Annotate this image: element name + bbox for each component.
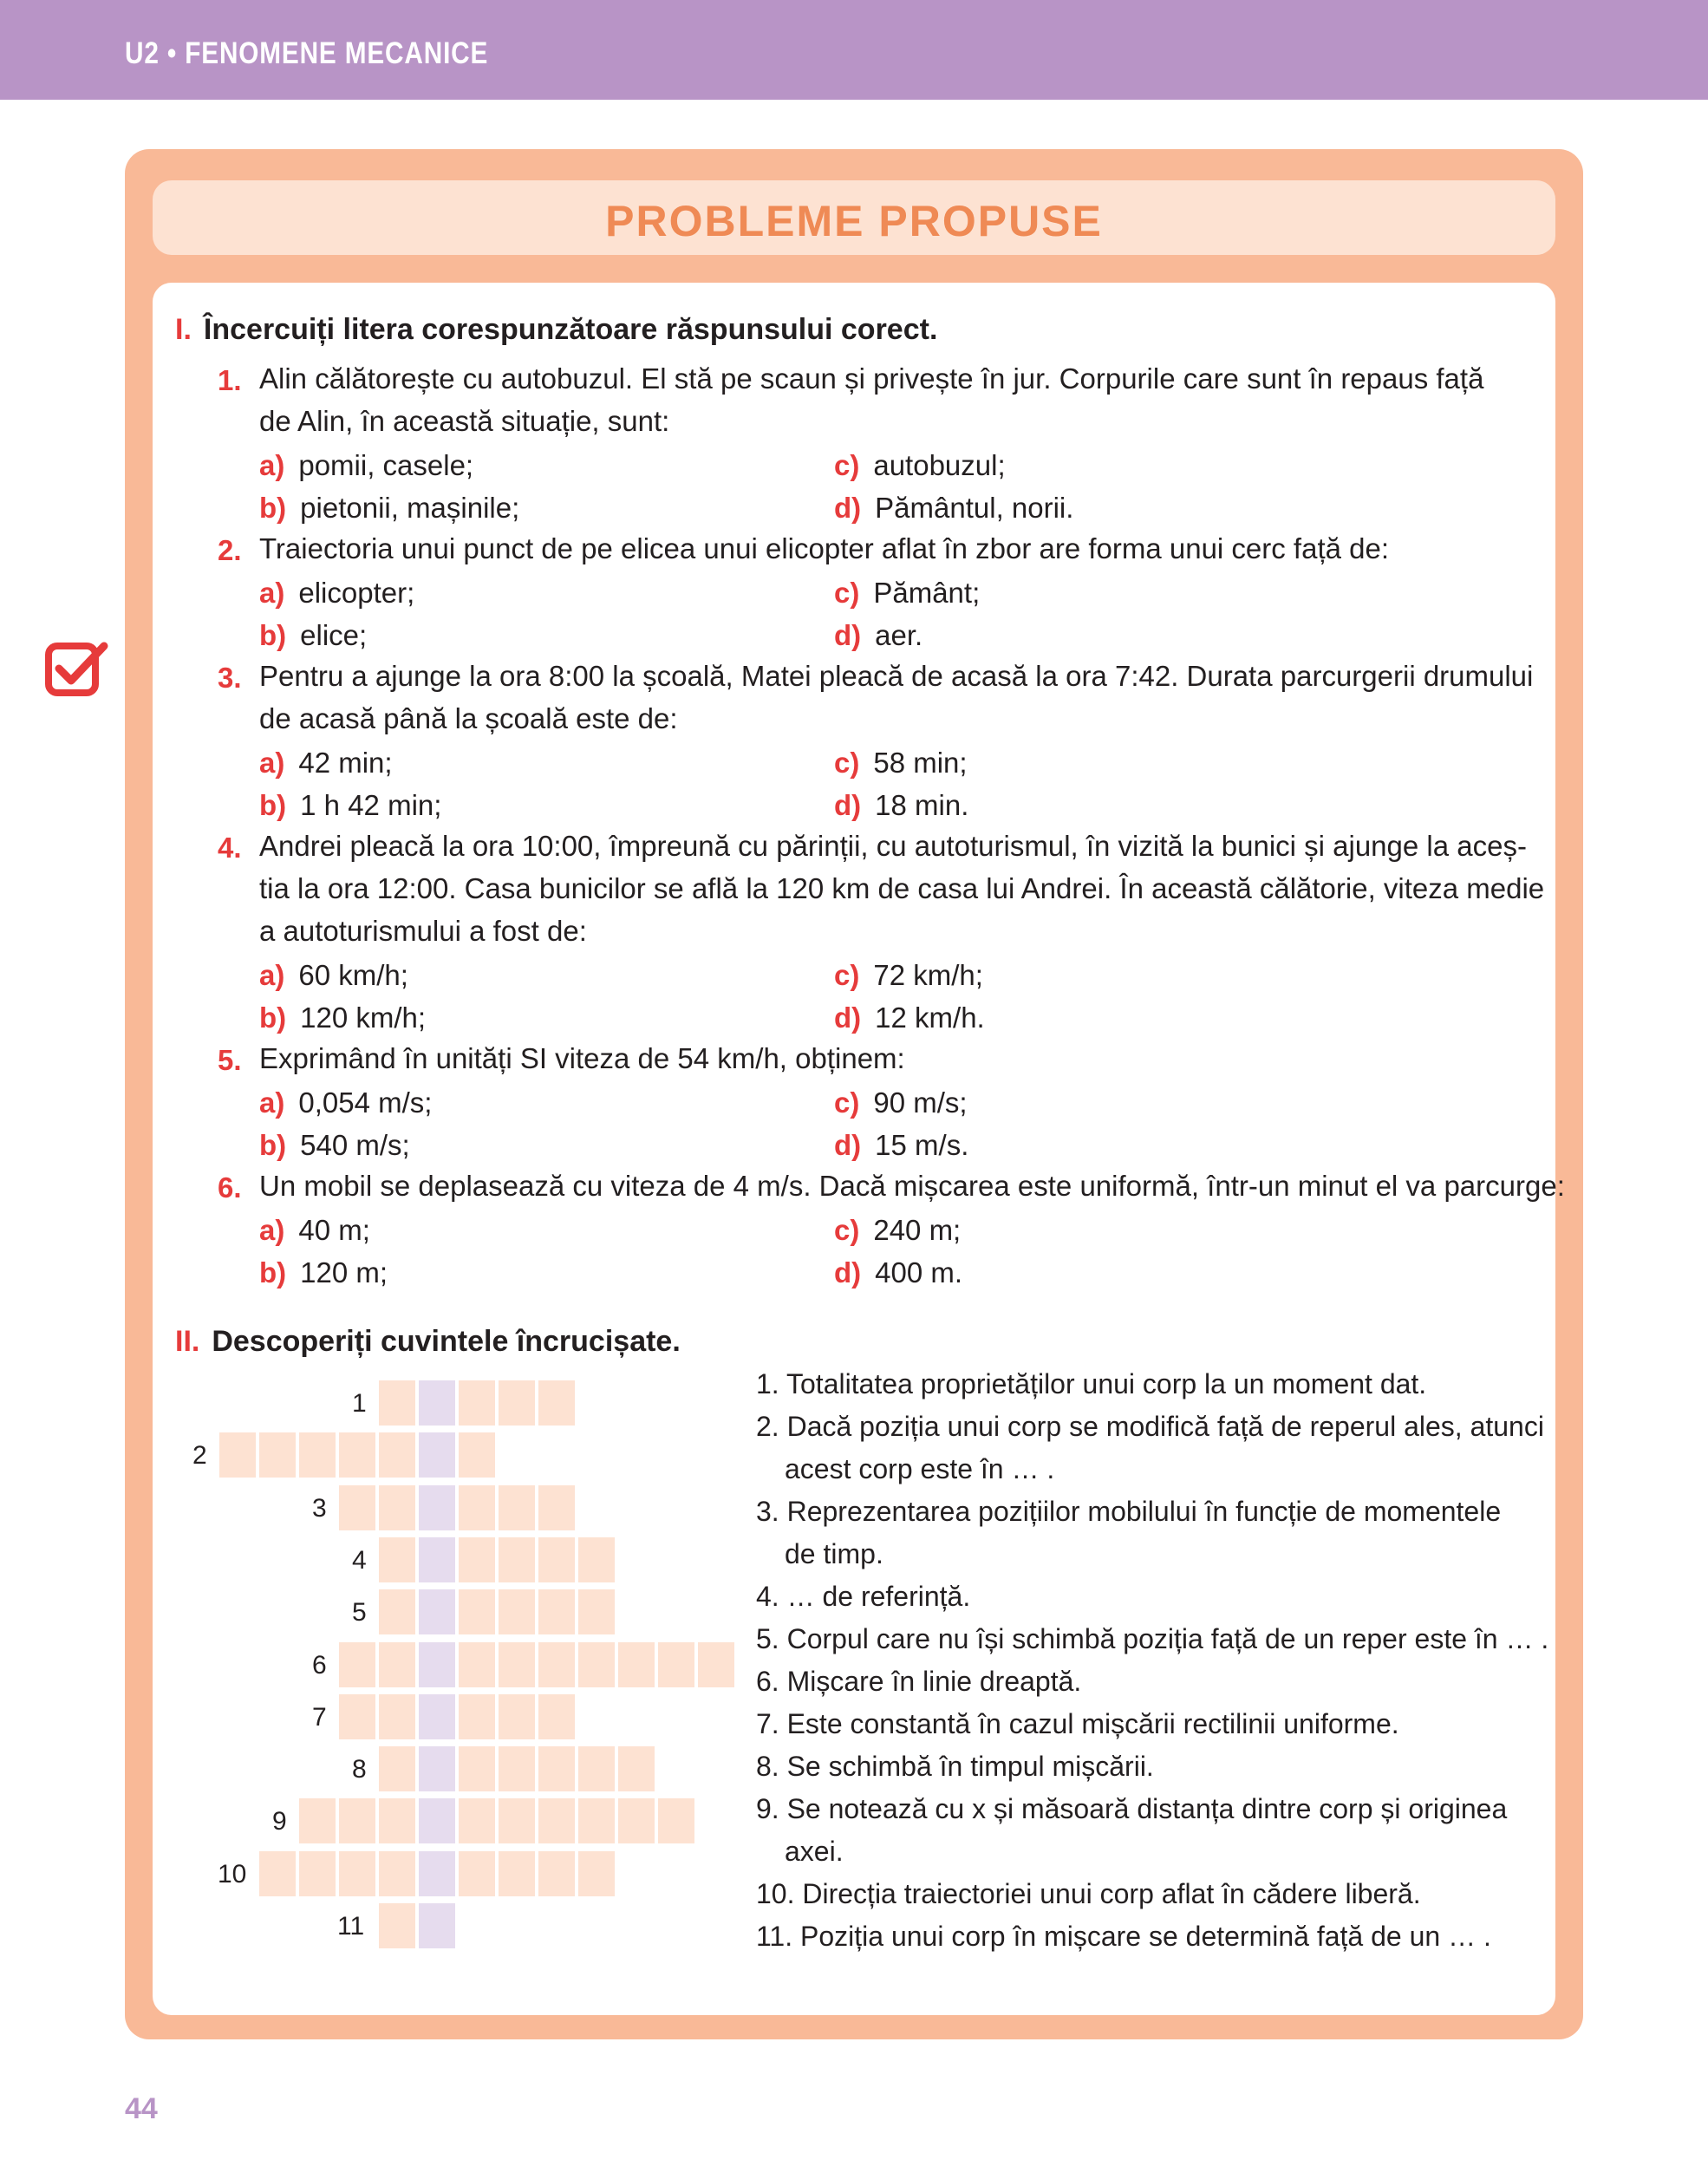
crossword-clue: 6. Mișcare în linie dreaptă. [756,1666,1082,1697]
option-letter: a) [259,577,285,609]
crossword-cell[interactable] [578,1746,615,1791]
crossword-cell[interactable] [459,1642,495,1687]
crossword-cell[interactable] [499,1380,535,1426]
question-text: Alin călătorește cu autobuzul. El stă pe scaun și privește în jur. Corpurile care sunt în repaus față [259,362,1484,395]
option-letter: b) [259,1129,287,1161]
answer-option[interactable] [259,747,393,780]
crossword-cell[interactable] [538,1746,575,1791]
page-title: PROBLEME PROPUSE [605,197,1103,245]
answer-option[interactable] [259,1129,410,1162]
crossword-row-number: 4 [352,1545,367,1575]
question-text: de Alin, în această situație, sunt: [259,405,670,437]
option-text: pomii, casele; [298,449,474,481]
option-letter: c) [834,449,860,481]
crossword-row-number: 1 [352,1389,367,1418]
answer-option[interactable] [834,1214,961,1247]
answer-option[interactable] [259,1256,388,1289]
answer-option[interactable] [259,789,441,822]
option-letter: d) [834,1129,862,1161]
crossword-key-cell[interactable] [419,1694,455,1739]
answer-option[interactable] [834,619,922,652]
option-letter: b) [259,492,287,524]
crossword-clue: 10. Direcția traiectoriei unui corp aflat în cădere liberă. [756,1878,1421,1909]
crossword-cell[interactable] [618,1746,655,1791]
crossword-cell[interactable] [658,1642,694,1687]
crossword-cell[interactable] [459,1694,495,1739]
crossword-cell[interactable] [259,1432,296,1478]
option-letter: d) [834,1256,862,1289]
crossword-cell[interactable] [698,1642,734,1687]
answer-option[interactable] [834,449,1006,482]
answer-option[interactable] [259,449,473,482]
option-text: autobuzul; [873,449,1006,481]
crossword-cell[interactable] [379,1380,415,1426]
option-text: 90 m/s; [873,1086,968,1119]
crossword-cell[interactable] [379,1589,415,1634]
question-text: a autoturismului a fost de: [259,915,587,947]
option-text: Pământul, norii. [875,492,1074,524]
option-text: 15 m/s. [875,1129,969,1161]
crossword-clue: 1. Totalitatea proprietăților unui corp la un moment dat. [756,1368,1427,1399]
crossword-cell[interactable] [379,1537,415,1582]
option-letter: a) [259,1214,285,1246]
crossword-cell[interactable] [538,1694,575,1739]
crossword-cell[interactable] [379,1746,415,1791]
answer-option[interactable] [259,1214,370,1247]
option-text: 120 km/h; [300,1001,427,1034]
crossword-key-cell[interactable] [419,1432,455,1478]
option-letter: b) [259,1256,287,1289]
crossword-cell[interactable] [499,1798,535,1843]
crossword-clue: axei. [785,1836,844,1867]
crossword-key-cell[interactable] [419,1642,455,1687]
option-letter: a) [259,959,285,991]
crossword-cell[interactable] [379,1485,415,1530]
option-text: elice; [300,619,368,651]
crossword-cell[interactable] [339,1851,375,1896]
crossword-cell[interactable] [618,1798,655,1843]
crossword-cell[interactable] [459,1432,495,1478]
crossword-key-cell[interactable] [419,1851,455,1896]
crossword-cell[interactable] [499,1485,535,1530]
crossword-clue: 9. Se notează cu x și măsoară distanța dintre corp și originea [756,1793,1508,1824]
option-text: 12 km/h. [875,1001,985,1034]
question-text: Un mobil se deplasează cu viteza de 4 m/s. Dacă mișcarea este uniformă, într-un minut el va parcurge: [259,1170,1565,1202]
question-text: de acasă până la școală este de: [259,702,678,734]
option-text: 72 km/h; [873,959,983,991]
crossword-cell[interactable] [339,1432,375,1478]
answer-option[interactable] [259,577,414,610]
option-letter: a) [259,449,285,481]
crossword-cell[interactable] [499,1642,535,1687]
crossword-cell[interactable] [379,1903,415,1948]
crossword-cell[interactable] [578,1851,615,1896]
option-text: 0,054 m/s; [298,1086,433,1119]
option-letter: b) [259,789,287,821]
crossword-cell[interactable] [459,1746,495,1791]
section-1-heading: I. Încercuiți litera corespunzătoare răspunsului corect. [175,313,938,346]
crossword-cell[interactable] [339,1642,375,1687]
option-text: 120 m; [300,1256,388,1289]
crossword-cell[interactable] [339,1798,375,1843]
crossword-cell[interactable] [379,1694,415,1739]
crossword-clue: 3. Reprezentarea pozițiilor mobilului în funcție de momentele [756,1496,1502,1527]
crossword-cell[interactable] [499,1851,535,1896]
crossword-cell[interactable] [578,1589,615,1634]
crossword-cell[interactable] [259,1851,296,1896]
option-text: 40 m; [298,1214,370,1246]
crossword-cell[interactable] [299,1851,336,1896]
question-text: Pentru a ajunge la ora 8:00 la școală, Matei pleacă de acasă la ora 7:42. Durata parcurgerii drumului [259,660,1534,692]
crossword-row-number: 8 [352,1755,367,1784]
crossword-cell[interactable] [578,1537,615,1582]
question-number: 1. [218,364,242,396]
option-text: aer. [875,619,923,651]
option-letter: c) [834,577,860,609]
question-number: 3. [218,662,242,694]
crossword-cell[interactable] [339,1485,375,1530]
crossword-key-cell[interactable] [419,1537,455,1582]
crossword-cell[interactable] [459,1380,495,1426]
option-letter: c) [834,1086,860,1119]
checkbox-checked-icon [43,637,109,703]
answer-option[interactable] [259,492,519,525]
answer-option[interactable] [834,492,1073,525]
crossword-cell[interactable] [538,1380,575,1426]
option-letter: d) [834,492,862,524]
crossword-key-cell[interactable] [419,1589,455,1634]
option-letter: c) [834,959,860,991]
answer-option[interactable] [834,789,968,822]
crossword-cell[interactable] [379,1851,415,1896]
crossword-cell[interactable] [459,1485,495,1530]
question-number: 5. [218,1044,242,1076]
question-text: tia la ora 12:00. Casa bunicilor se află la 120 km de casa lui Andrei. În această călătorie, viteza medie [259,872,1545,904]
crossword-key-cell[interactable] [419,1798,455,1843]
question-text: Andrei pleacă la ora 10:00, împreună cu părinții, cu autoturismul, în vizită la bunici și ajunge la aceș- [259,830,1527,862]
answer-option[interactable] [259,959,408,992]
crossword-cell[interactable] [339,1694,375,1739]
section-2-heading: II. Descoperiți cuvintele încrucișate. [175,1325,681,1358]
option-text: 240 m; [873,1214,962,1246]
crossword-clue: 4. … de referință. [756,1581,971,1612]
crossword-clue: 11. Poziția unui corp în mișcare se determină față de un … . [756,1921,1491,1952]
option-letter: b) [259,1001,287,1034]
crossword-cell[interactable] [299,1798,336,1843]
option-text: 400 m. [875,1256,963,1289]
option-text: 42 min; [298,747,393,779]
answer-option[interactable] [259,1001,426,1034]
crossword-clue: de timp. [785,1538,883,1569]
question-text: Exprimând în unități SI viteza de 54 km/h, obținem: [259,1042,905,1074]
crossword-cell[interactable] [538,1798,575,1843]
crossword-clue: 8. Se schimbă în timpul mișcării. [756,1751,1154,1782]
crossword-cell[interactable] [379,1798,415,1843]
crossword-cell[interactable] [658,1798,694,1843]
option-letter: b) [259,619,287,651]
crossword-key-cell[interactable] [419,1903,455,1948]
answer-option[interactable] [834,1256,962,1289]
crossword-cell[interactable] [578,1798,615,1843]
crossword-cell[interactable] [379,1432,415,1478]
crossword-row-number: 9 [272,1807,287,1837]
option-text: 1 h 42 min; [300,789,442,821]
question-text: Traiectoria unui punct de pe elicea unui elicopter aflat în zbor are forma unui cerc față de: [259,532,1390,564]
question-number: 6. [218,1171,242,1204]
crossword-clue: 2. Dacă poziția unui corp se modifică față de reperul ales, atunci [756,1411,1544,1442]
crossword-cell[interactable] [499,1694,535,1739]
crossword-clue: 7. Este constantă în cazul mișcării rectilinii uniforme. [756,1708,1399,1739]
crossword-key-cell[interactable] [419,1746,455,1791]
option-text: 58 min; [873,747,968,779]
crossword-cell[interactable] [538,1485,575,1530]
question-number: 4. [218,832,242,864]
chapter-header-band [0,0,1708,100]
crossword-key-cell[interactable] [419,1485,455,1530]
title-band [153,180,1555,255]
answer-option[interactable] [834,1001,985,1034]
option-letter: a) [259,747,285,779]
question-number: 2. [218,534,242,566]
answer-option[interactable] [834,577,980,610]
crossword-row-number: 6 [312,1650,327,1680]
crossword-cell[interactable] [299,1432,336,1478]
option-text: Pământ; [873,577,981,609]
crossword-cell[interactable] [578,1642,615,1687]
crossword-row-number: 11 [337,1912,365,1941]
option-letter: d) [834,1001,862,1034]
crossword-cell[interactable] [499,1746,535,1791]
crossword-cell[interactable] [459,1537,495,1582]
crossword-key-cell[interactable] [419,1380,455,1426]
chapter-title: U2 • FENOMENE MECANICE [125,36,489,70]
crossword-row-number: 10 [218,1859,247,1889]
option-text: 18 min. [875,789,969,821]
crossword-cell[interactable] [379,1642,415,1687]
option-letter: c) [834,1214,860,1246]
crossword-cell[interactable] [219,1432,256,1478]
crossword-cell[interactable] [499,1589,535,1634]
crossword-cell[interactable] [459,1798,495,1843]
answer-option[interactable] [834,1086,968,1119]
answer-option[interactable] [834,747,968,780]
crossword-cell[interactable] [618,1642,655,1687]
answer-option[interactable] [834,959,983,992]
crossword-cell[interactable] [538,1537,575,1582]
answer-option[interactable] [259,1086,432,1119]
crossword-cell[interactable] [459,1589,495,1634]
option-text: elicopter; [298,577,415,609]
option-text: 540 m/s; [300,1129,410,1161]
crossword-cell[interactable] [499,1537,535,1582]
crossword-cell[interactable] [459,1851,495,1896]
crossword-cell[interactable] [538,1642,575,1687]
crossword-row-number: 7 [312,1702,327,1732]
option-text: 60 km/h; [298,959,408,991]
crossword-row-number: 3 [312,1493,327,1523]
crossword-cell[interactable] [538,1589,575,1634]
answer-option[interactable] [259,619,367,652]
option-text: pietonii, mașinile; [300,492,520,524]
option-letter: d) [834,789,862,821]
crossword-row-number: 5 [352,1598,367,1628]
option-letter: c) [834,747,860,779]
crossword-row-number: 2 [192,1441,207,1471]
crossword-cell[interactable] [538,1851,575,1896]
crossword-clue: 5. Corpul care nu își schimbă poziția față de un reper este în … . [756,1623,1549,1654]
option-letter: a) [259,1086,285,1119]
page-number: 44 [125,2092,158,2125]
answer-option[interactable] [834,1129,968,1162]
option-letter: d) [834,619,862,651]
crossword-clue: acest corp este în … . [785,1453,1055,1484]
